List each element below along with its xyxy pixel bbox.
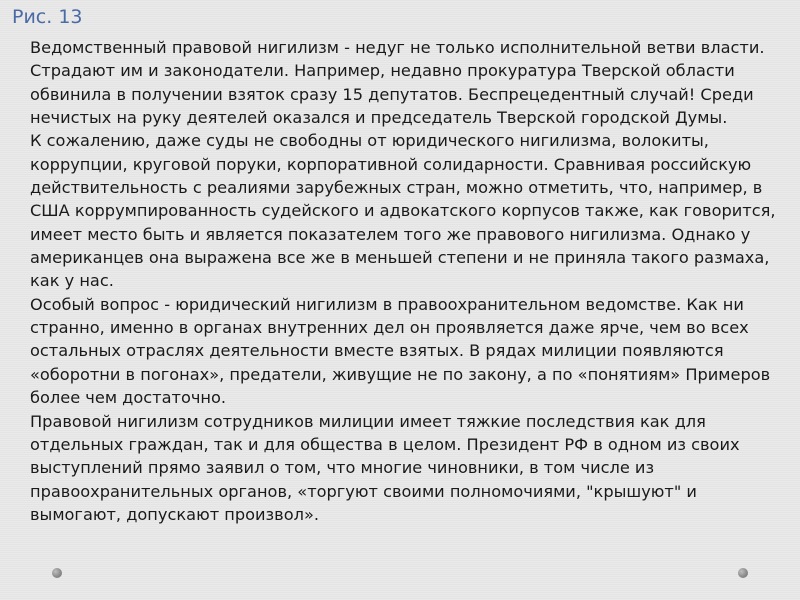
bottom-left-bullet-icon (52, 568, 62, 578)
paragraph-4: Правовой нигилизм сотрудников милиции имеет тяжкие последствия как для отдельных граждан, так и для общества в целом. Президент РФ в одном из своих выступлений прямо заявил о том, что многие чиновники, в том числе из правоохранительных органов, «торгуют своими полномочиями, "крышуют" и вымогают, допускают произвол». (30, 411, 740, 524)
paragraph-2: К сожалению, даже суды не свободны от юридического нигилизма, волокиты, коррупции, круговой поруки, корпоративной солидарности. Сравнивая российскую действительность с реалиями зарубежных стран, можно отметить, что, например, в США коррумпированность судейского и адвокатского корпусов также, как говорится, имеет место быть и является показателем того же правового нигилизма. Однако у американцев она выражена все же в меньшей степени и не приняла такого размаха, как у нас. (30, 131, 776, 291)
paragraph-3: Особый вопрос - юридический нигилизм в правоохранительном ведомстве. Как ни странно, именно в органах внутренних дел он проявляется даже ярче, чем во всех остальных отраслях деятельности вместе взятых. В рядах милиции появляются «оборотни в погонах», предатели, живущие не по закону, а по «понятиям» Примеров более чем достаточно. (30, 294, 771, 408)
bottom-right-bullet-icon (738, 568, 748, 578)
body-text (30, 36, 780, 526)
paragraph-1: Ведомственный правовой нигилизм - недуг не только исполнительной ветви власти. Страдают им и законодатели. Например, недавно прокуратура Тверской области обвинила в получении взяток сразу 15 депутатов. Беспрецедентный случай! Среди нечистых на руку деятелей оказался и председатель Тверской городской Думы. (30, 38, 765, 128)
figure-label: Рис. 13 (12, 6, 83, 28)
